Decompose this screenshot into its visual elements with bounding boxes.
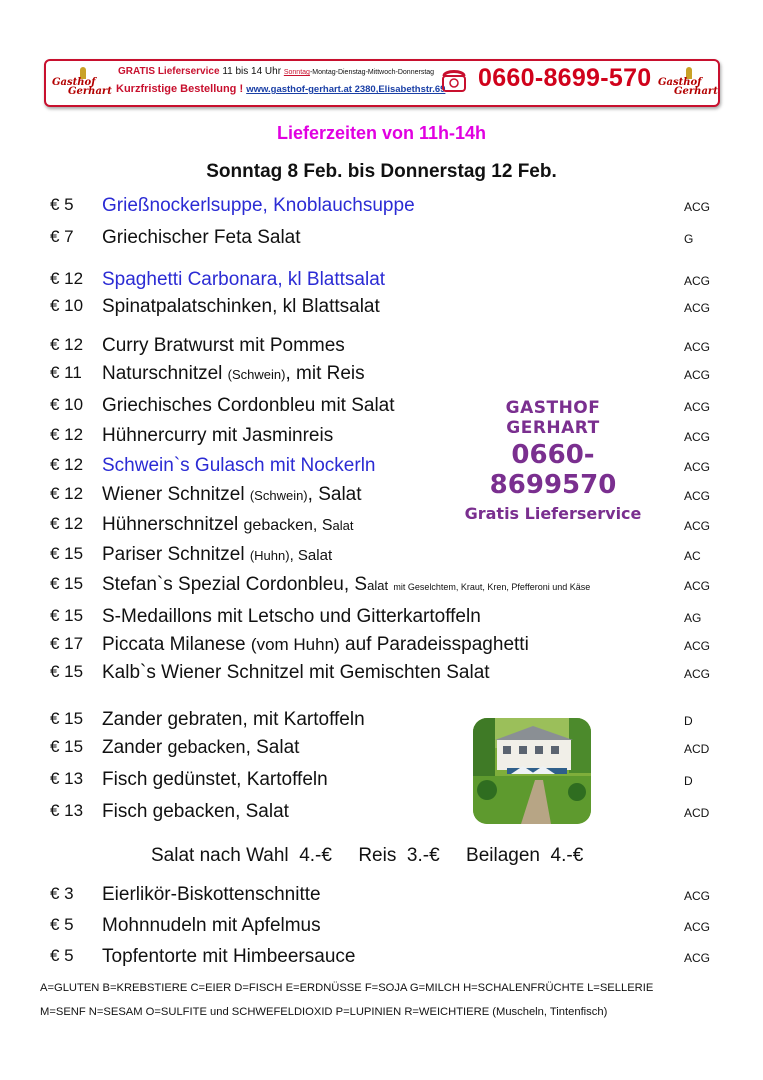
menu-allergens: ACG <box>684 889 711 903</box>
menu-name: Grießnockerlsuppe, Knoblauchsuppe <box>102 195 415 216</box>
menu-price: € 12 <box>50 484 84 503</box>
menu-price: € 15 <box>50 737 84 756</box>
menu-allergens: ACG <box>684 920 711 934</box>
menu-allergens: ACG <box>684 274 711 288</box>
menu-item <box>0 514 763 538</box>
menu-allergens: ACD <box>684 742 710 756</box>
menu-item <box>0 634 763 658</box>
menu-name: Spinatpalatschinken, kl Blattsalat <box>102 296 380 317</box>
side-dishes-prices: Salat nach Wahl 4.-€ Reis 3.-€ Beilagen 4.-€ <box>151 845 584 866</box>
menu-price: € 17 <box>50 634 84 653</box>
menu-item <box>0 269 763 293</box>
menu-price: € 12 <box>50 455 84 474</box>
menu-name: Zander gebacken, Salat <box>102 737 300 758</box>
menu-item <box>0 574 763 598</box>
banner-days: Sonntag-Montag-Dienstag-Mittwoch-Donnerstag <box>283 69 435 76</box>
promo-stamp <box>458 398 648 523</box>
menu-name: Piccata Milanese (vom Huhn) auf Paradeisspaghetti <box>102 634 529 655</box>
menu-item <box>0 662 763 686</box>
date-range: Sonntag 8 Feb. bis Donnerstag 12 Feb. <box>206 161 557 182</box>
telephone-icon <box>441 67 467 93</box>
menu-price: € 5 <box>50 195 74 214</box>
menu-allergens: ACG <box>684 519 711 533</box>
menu-price: € 15 <box>50 709 84 728</box>
banner-website-link[interactable]: www.gasthof-gerhart.at 2380,Elisabethstr.69 <box>246 84 446 95</box>
menu-price: € 12 <box>50 269 84 288</box>
promo-phone: 0660-8699570 <box>489 440 617 500</box>
menu-price: € 13 <box>50 769 84 788</box>
menu-price: € 15 <box>50 574 84 593</box>
banner-hours: 11 bis 14 Uhr <box>222 66 282 77</box>
menu-price: € 13 <box>50 801 84 820</box>
menu-name: Eierlikör-Biskottenschnitte <box>102 884 321 905</box>
menu-item <box>0 946 763 970</box>
menu-item <box>0 484 763 508</box>
menu-allergens: ACG <box>684 400 711 414</box>
menu-price: € 15 <box>50 606 84 625</box>
menu-price: € 12 <box>50 335 84 354</box>
menu-allergens: ACG <box>684 368 711 382</box>
menu-allergens: AG <box>684 611 702 625</box>
menu-item <box>0 425 763 449</box>
menu-name: Curry Bratwurst mit Pommes <box>102 335 345 356</box>
menu-item <box>0 769 763 793</box>
menu-allergens: ACG <box>684 200 711 214</box>
menu-item <box>0 296 763 320</box>
menu-name: Hühnerschnitzel gebacken, Salat <box>102 514 354 535</box>
allergen-legend-line1: A=GLUTEN B=KREBSTIERE C=EIER D=FISCH E=ERDNÜSSE F=SOJA G=MILCH H=SCHALENFRÜCHTE L=SELLERIE <box>40 982 654 994</box>
menu-name: Griechisches Cordonbleu mit Salat <box>102 395 395 416</box>
logo-right: Gasthof Gerhart <box>656 67 712 99</box>
banner-order-line <box>116 83 445 95</box>
banner-gratis: GRATIS Lieferservice <box>118 66 220 77</box>
menu-item <box>0 606 763 630</box>
menu-allergens: AC <box>684 549 701 563</box>
menu-price: € 10 <box>50 395 84 414</box>
delivery-times-title: Lieferzeiten von 11h-14h <box>276 123 487 143</box>
menu-name: Fisch gedünstet, Kartoffeln <box>102 769 328 790</box>
menu-item <box>0 363 763 387</box>
menu-allergens: ACG <box>684 951 711 965</box>
menu-allergens: ACG <box>684 460 711 474</box>
menu-item <box>0 884 763 908</box>
menu-price: € 15 <box>50 544 84 563</box>
menu-item <box>0 709 763 733</box>
menu-name: Kalb`s Wiener Schnitzel mit Gemischten Salat <box>102 662 490 683</box>
menu-item <box>0 227 763 251</box>
menu-allergens: ACG <box>684 579 711 593</box>
menu-item <box>0 915 763 939</box>
menu-price: € 5 <box>50 946 74 965</box>
menu-name: Fisch gebacken, Salat <box>102 801 289 822</box>
menu-name: Schwein`s Gulasch mit Nockerln <box>102 455 376 476</box>
restaurant-photo <box>473 718 591 824</box>
menu-allergens: ACD <box>684 806 710 820</box>
menu-price: € 15 <box>50 662 84 681</box>
menu-name: Zander gebraten, mit Kartoffeln <box>102 709 365 730</box>
menu-item <box>0 544 763 568</box>
menu-price: € 3 <box>50 884 74 903</box>
banner-kurzfristig: Kurzfristige Bestellung ! <box>116 83 244 95</box>
menu-price: € 7 <box>50 227 74 246</box>
logo-left: Gasthof Gerhart <box>50 67 106 99</box>
menu-item <box>0 195 763 219</box>
banner-delivery-line <box>118 66 434 77</box>
menu-price: € 5 <box>50 915 74 934</box>
menu-name: Griechischer Feta Salat <box>102 227 301 248</box>
promo-service: Gratis Lieferservice <box>464 504 642 523</box>
menu-price: € 12 <box>50 514 84 533</box>
menu-name: Naturschnitzel (Schwein), mit Reis <box>102 363 365 384</box>
menu-allergens: D <box>684 774 693 788</box>
promo-name: GASTHOF GERHART <box>505 398 601 438</box>
menu-allergens: G <box>684 232 694 246</box>
menu-price: € 12 <box>50 425 84 444</box>
menu-name: S-Medaillons mit Letscho und Gitterkartoffeln <box>102 606 481 627</box>
menu-name: Pariser Schnitzel (Huhn), Salat <box>102 544 333 565</box>
menu-allergens: ACG <box>684 667 711 681</box>
menu-item <box>0 455 763 479</box>
menu-price: € 10 <box>50 296 84 315</box>
menu-item <box>0 335 763 359</box>
allergen-legend-line2: M=SENF N=SESAM O=SULFITE und SCHWEFELDIOXID P=LUPINIEN R=WEICHTIERE (Muscheln, Tintenfisch) <box>40 1006 608 1018</box>
menu-item <box>0 737 763 761</box>
menu-allergens: D <box>684 714 693 728</box>
header-banner <box>44 59 720 107</box>
menu-item <box>0 395 763 419</box>
menu-item <box>0 801 763 825</box>
menu-allergens: ACG <box>684 639 711 653</box>
menu-name: Stefan`s Spezial Cordonbleu, Salat mit Geselchtem, Kraut, Kren, Pfefferoni und Käse <box>102 574 591 595</box>
menu-allergens: ACG <box>684 301 711 315</box>
menu-name: Topfentorte mit Himbeersauce <box>102 946 356 967</box>
menu-allergens: ACG <box>684 340 711 354</box>
menu-name: Mohnnudeln mit Apfelmus <box>102 915 321 936</box>
menu-allergens: ACG <box>684 430 711 444</box>
menu-name: Hühnercurry mit Jasminreis <box>102 425 334 446</box>
menu-price: € 11 <box>50 363 82 382</box>
menu-name: Spaghetti Carbonara, kl Blattsalat <box>102 269 386 290</box>
banner-phone[interactable]: 0660-8699-570 <box>478 64 652 92</box>
menu-allergens: ACG <box>684 489 711 503</box>
menu-name: Wiener Schnitzel (Schwein), Salat <box>102 484 362 505</box>
